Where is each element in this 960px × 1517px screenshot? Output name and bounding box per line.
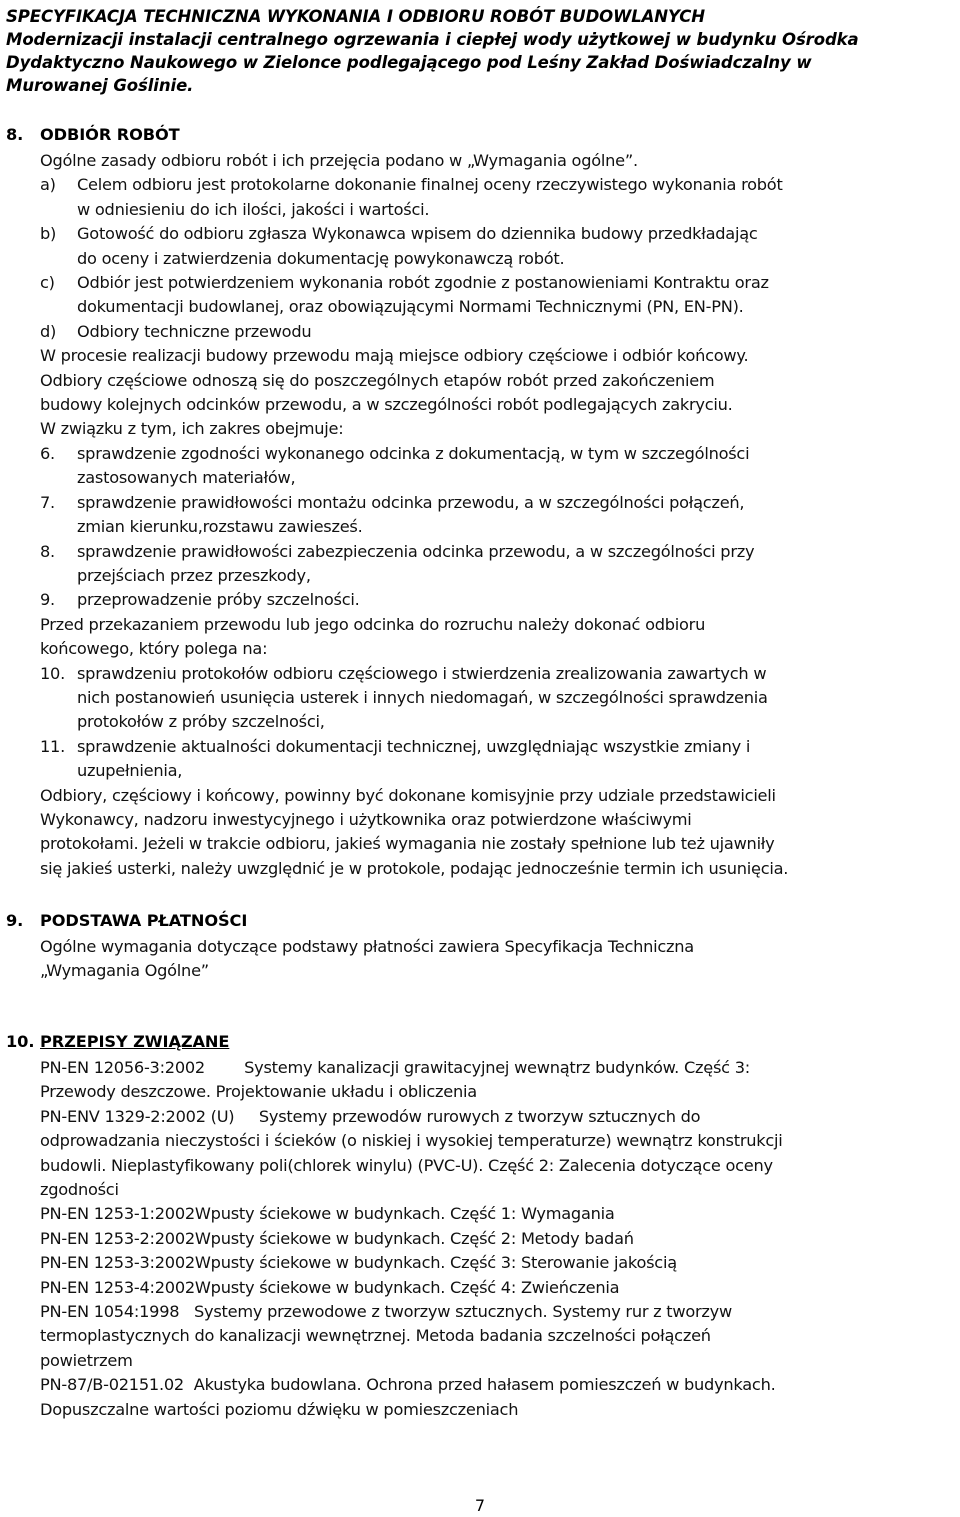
- numbered-item: [40, 735, 955, 784]
- standards-line: budowli. Nieplastyfikowany poli(chlorek winylu) (PVC-U). Część 2: Zalecenia dotyczące oceny: [40, 1155, 773, 1175]
- list-item-line: dokumentacji budowlanej, oraz obowiązującymi Normami Technicznymi (PN, EN-PN).: [77, 297, 744, 317]
- list-item-line: Odbiór jest potwierdzeniem wykonania robót zgodnie z postanowieniami Kontraktu oraz: [77, 273, 769, 293]
- section-8-number: 8.: [6, 125, 24, 144]
- list-item-line: Odbiory techniczne przewodu: [77, 321, 312, 341]
- paragraph-line: Odbiory częściowe odnoszą się do poszczególnych etapów robót przed zakończeniem: [40, 370, 715, 390]
- header-line-4: Murowanej Goślinie.: [6, 76, 194, 95]
- numbered-item-label: 7.: [40, 492, 55, 512]
- section-9-heading: [6, 911, 247, 930]
- numbered-item-line: sprawdzenie prawidłowości montażu odcinka przewodu, a w szczególności połączeń,: [77, 492, 745, 512]
- numbered-item-label: 10.: [40, 663, 65, 683]
- list-item: [40, 320, 955, 344]
- paragraph-line: Odbiory, częściowy i końcowy, powinny być dokonane komisyjnie przy udziale przedstawicieli: [40, 785, 776, 805]
- standards-line: termoplastycznych do kanalizacji wewnętrznej. Metoda badania szczelności połączeń: [40, 1326, 711, 1346]
- numbered-item-line: sprawdzenie zgodności wykonanego odcinka z dokumentacją, w tym w szczególności: [77, 443, 750, 463]
- list-item-label: b): [40, 224, 57, 244]
- list-item-label: a): [40, 175, 56, 195]
- numbered-item: [40, 540, 955, 589]
- list-item-label: d): [40, 321, 57, 341]
- section-10-body: [40, 1056, 955, 1422]
- header-line-3: Dydaktyczno Naukowego w Zielonce podlegającego pod Leśny Zakład Doświadczalny w: [6, 53, 812, 72]
- numbered-item-line: sprawdzenie prawidłowości zabezpieczenia odcinka przewodu, a w szczególności przy: [77, 541, 755, 561]
- numbered-item-line: sprawdzenie aktualności dokumentacji technicznej, uwzględniając wszystkie zmiany i: [77, 736, 751, 756]
- standards-line: PN-EN 1253-4:2002Wpusty ściekowe w budynkach. Część 4: Zwieńczenia: [40, 1277, 620, 1297]
- standards-line: PN-EN 1054:1998 Systemy przewodowe z tworzyw sztucznych. Systemy rur z tworzyw: [40, 1302, 732, 1322]
- section-8-heading: [6, 125, 180, 144]
- paragraph-line: protokołami. Jeżeli w trakcie odbioru, jakieś wymagania nie zostały spełnione lub też ujawniły: [40, 834, 775, 854]
- paragraph-line: „Wymagania Ogólne”: [40, 961, 209, 981]
- numbered-item-label: 11.: [40, 736, 65, 756]
- list-item-line: Celem odbioru jest protokolarne dokonanie finalnej oceny rzeczywistego wykonania robót: [77, 175, 783, 195]
- section-10-number: 10.: [6, 1032, 35, 1051]
- standards-line: PN-EN 1253-1:2002Wpusty ściekowe w budynkach. Część 1: Wymagania: [40, 1204, 615, 1224]
- section-8-body: [40, 149, 955, 881]
- paragraph-line: W procesie realizacji budowy przewodu mają miejsce odbiory częściowe i odbiór końcowy.: [40, 346, 749, 366]
- numbered-item-line: uzupełnienia,: [77, 761, 183, 781]
- numbered-item: [40, 588, 955, 612]
- numbered-item-line: zastosowanych materiałów,: [77, 468, 296, 488]
- standards-line: PN-EN 12056-3:2002 Systemy kanalizacji grawitacyjnej wewnątrz budynków. Część 3:: [40, 1058, 750, 1077]
- section-8-title: ODBIÓR ROBÓT: [40, 125, 180, 144]
- numbered-item: [40, 442, 955, 491]
- header-line-2: Modernizacji instalacji centralnego ogrzewania i ciepłej wody użytkowej w budynku Ośrodka: [6, 30, 859, 49]
- standards-line: odprowadzania nieczystości i ścieków (o niskiej i wysokiej temperaturze) wewnątrz konstrukcji: [40, 1131, 783, 1151]
- list-item-label: c): [40, 273, 55, 293]
- paragraph-final-acceptance: [40, 613, 955, 662]
- list-item: [40, 222, 955, 271]
- paragraph-line: się jakieś usterki, należy uwzględnić je w protokole, podając jednocześnie termin ich usunięcia.: [40, 858, 789, 878]
- section-9-title: PODSTAWA PŁATNOŚCI: [40, 911, 248, 930]
- section-9-body: [40, 935, 955, 984]
- standards-line: Przewody deszczowe. Projektowanie układu i obliczenia: [40, 1082, 477, 1102]
- standards-line: PN-ENV 1329-2:2002 (U) Systemy przewodów rurowych z tworzyw sztucznych do: [40, 1106, 701, 1126]
- section-10-title: PRZEPISY ZWIĄZANE: [40, 1032, 230, 1051]
- numbered-item-label: 8.: [40, 541, 55, 561]
- numbered-item-line: protokołów z próby szczelności,: [77, 712, 325, 732]
- paragraph-line: budowy kolejnych odcinków przewodu, a w szczególności robót podlegających zakryciu.: [40, 395, 733, 415]
- document-header: [6, 5, 946, 97]
- numbered-item: [40, 491, 955, 540]
- numbered-item-line: nich postanowień usunięcia usterek i innych niedomagań, w szczególności sprawdzenia: [77, 687, 768, 707]
- list-item-line: w odniesieniu do ich ilości, jakości i wartości.: [77, 199, 430, 219]
- standards-line: PN-87/B-02151.02 Akustyka budowlana. Ochrona przed hałasem pomieszczeń w budynkach.: [40, 1375, 776, 1395]
- paragraph-line: końcowego, który polega na:: [40, 639, 268, 659]
- numbered-item-label: 9.: [40, 590, 55, 610]
- numbered-item-line: przejściach przez przeszkody,: [77, 565, 311, 585]
- numbered-item-label: 6.: [40, 443, 55, 463]
- paragraph-line: Wykonawcy, nadzoru inwestycyjnego i użytkownika oraz potwierdzone właściwymi: [40, 809, 692, 829]
- standards-line: Dopuszczalne wartości poziomu dźwięku w pomieszczeniach: [40, 1399, 519, 1419]
- numbered-item-line: zmian kierunku,rozstawu zawiesześ.: [77, 517, 363, 537]
- paragraph-line: Przed przekazaniem przewodu lub jego odcinka do rozruchu należy dokonać odbioru: [40, 614, 706, 634]
- standards-line: powietrzem: [40, 1350, 133, 1370]
- list-item: [40, 271, 955, 320]
- standards-line: zgodności: [40, 1180, 119, 1200]
- paragraph-commission: [40, 784, 955, 882]
- paragraph-line: Ogólne wymagania dotyczące podstawy płatności zawiera Specyfikacja Techniczna: [40, 937, 694, 956]
- numbered-item: [40, 662, 955, 735]
- section-8-intro: Ogólne zasady odbioru robót i ich przejęcia podano w „Wymagania ogólne”.: [40, 151, 638, 170]
- paragraph-line: W związku z tym, ich zakres obejmuje:: [40, 419, 344, 439]
- numbered-item-line: przeprowadzenie próby szczelności.: [77, 590, 360, 610]
- list-item-line: Gotowość do odbioru zgłasza Wykonawca wpisem do dziennika budowy przedkładając: [77, 224, 758, 244]
- header-line-1: SPECYFIKACJA TECHNICZNA WYKONANIA I ODBIORU ROBÓT BUDOWLANYCH: [6, 7, 705, 26]
- page-number: 7: [474, 1496, 486, 1515]
- paragraph-partial-acceptance: [40, 344, 955, 442]
- numbered-item-line: sprawdzeniu protokołów odbioru częściowego i stwierdzenia zrealizowania zawartych w: [77, 663, 767, 683]
- standards-line: PN-EN 1253-2:2002Wpusty ściekowe w budynkach. Część 2: Metody badań: [40, 1228, 634, 1248]
- section-10-heading: [6, 1032, 229, 1051]
- section-9-number: 9.: [6, 911, 24, 930]
- list-item-line: do oceny i zatwierdzenia dokumentację powykonawczą robót.: [77, 248, 565, 268]
- standards-line: PN-EN 1253-3:2002Wpusty ściekowe w budynkach. Część 3: Sterowanie jakością: [40, 1253, 677, 1273]
- list-item: [40, 173, 955, 222]
